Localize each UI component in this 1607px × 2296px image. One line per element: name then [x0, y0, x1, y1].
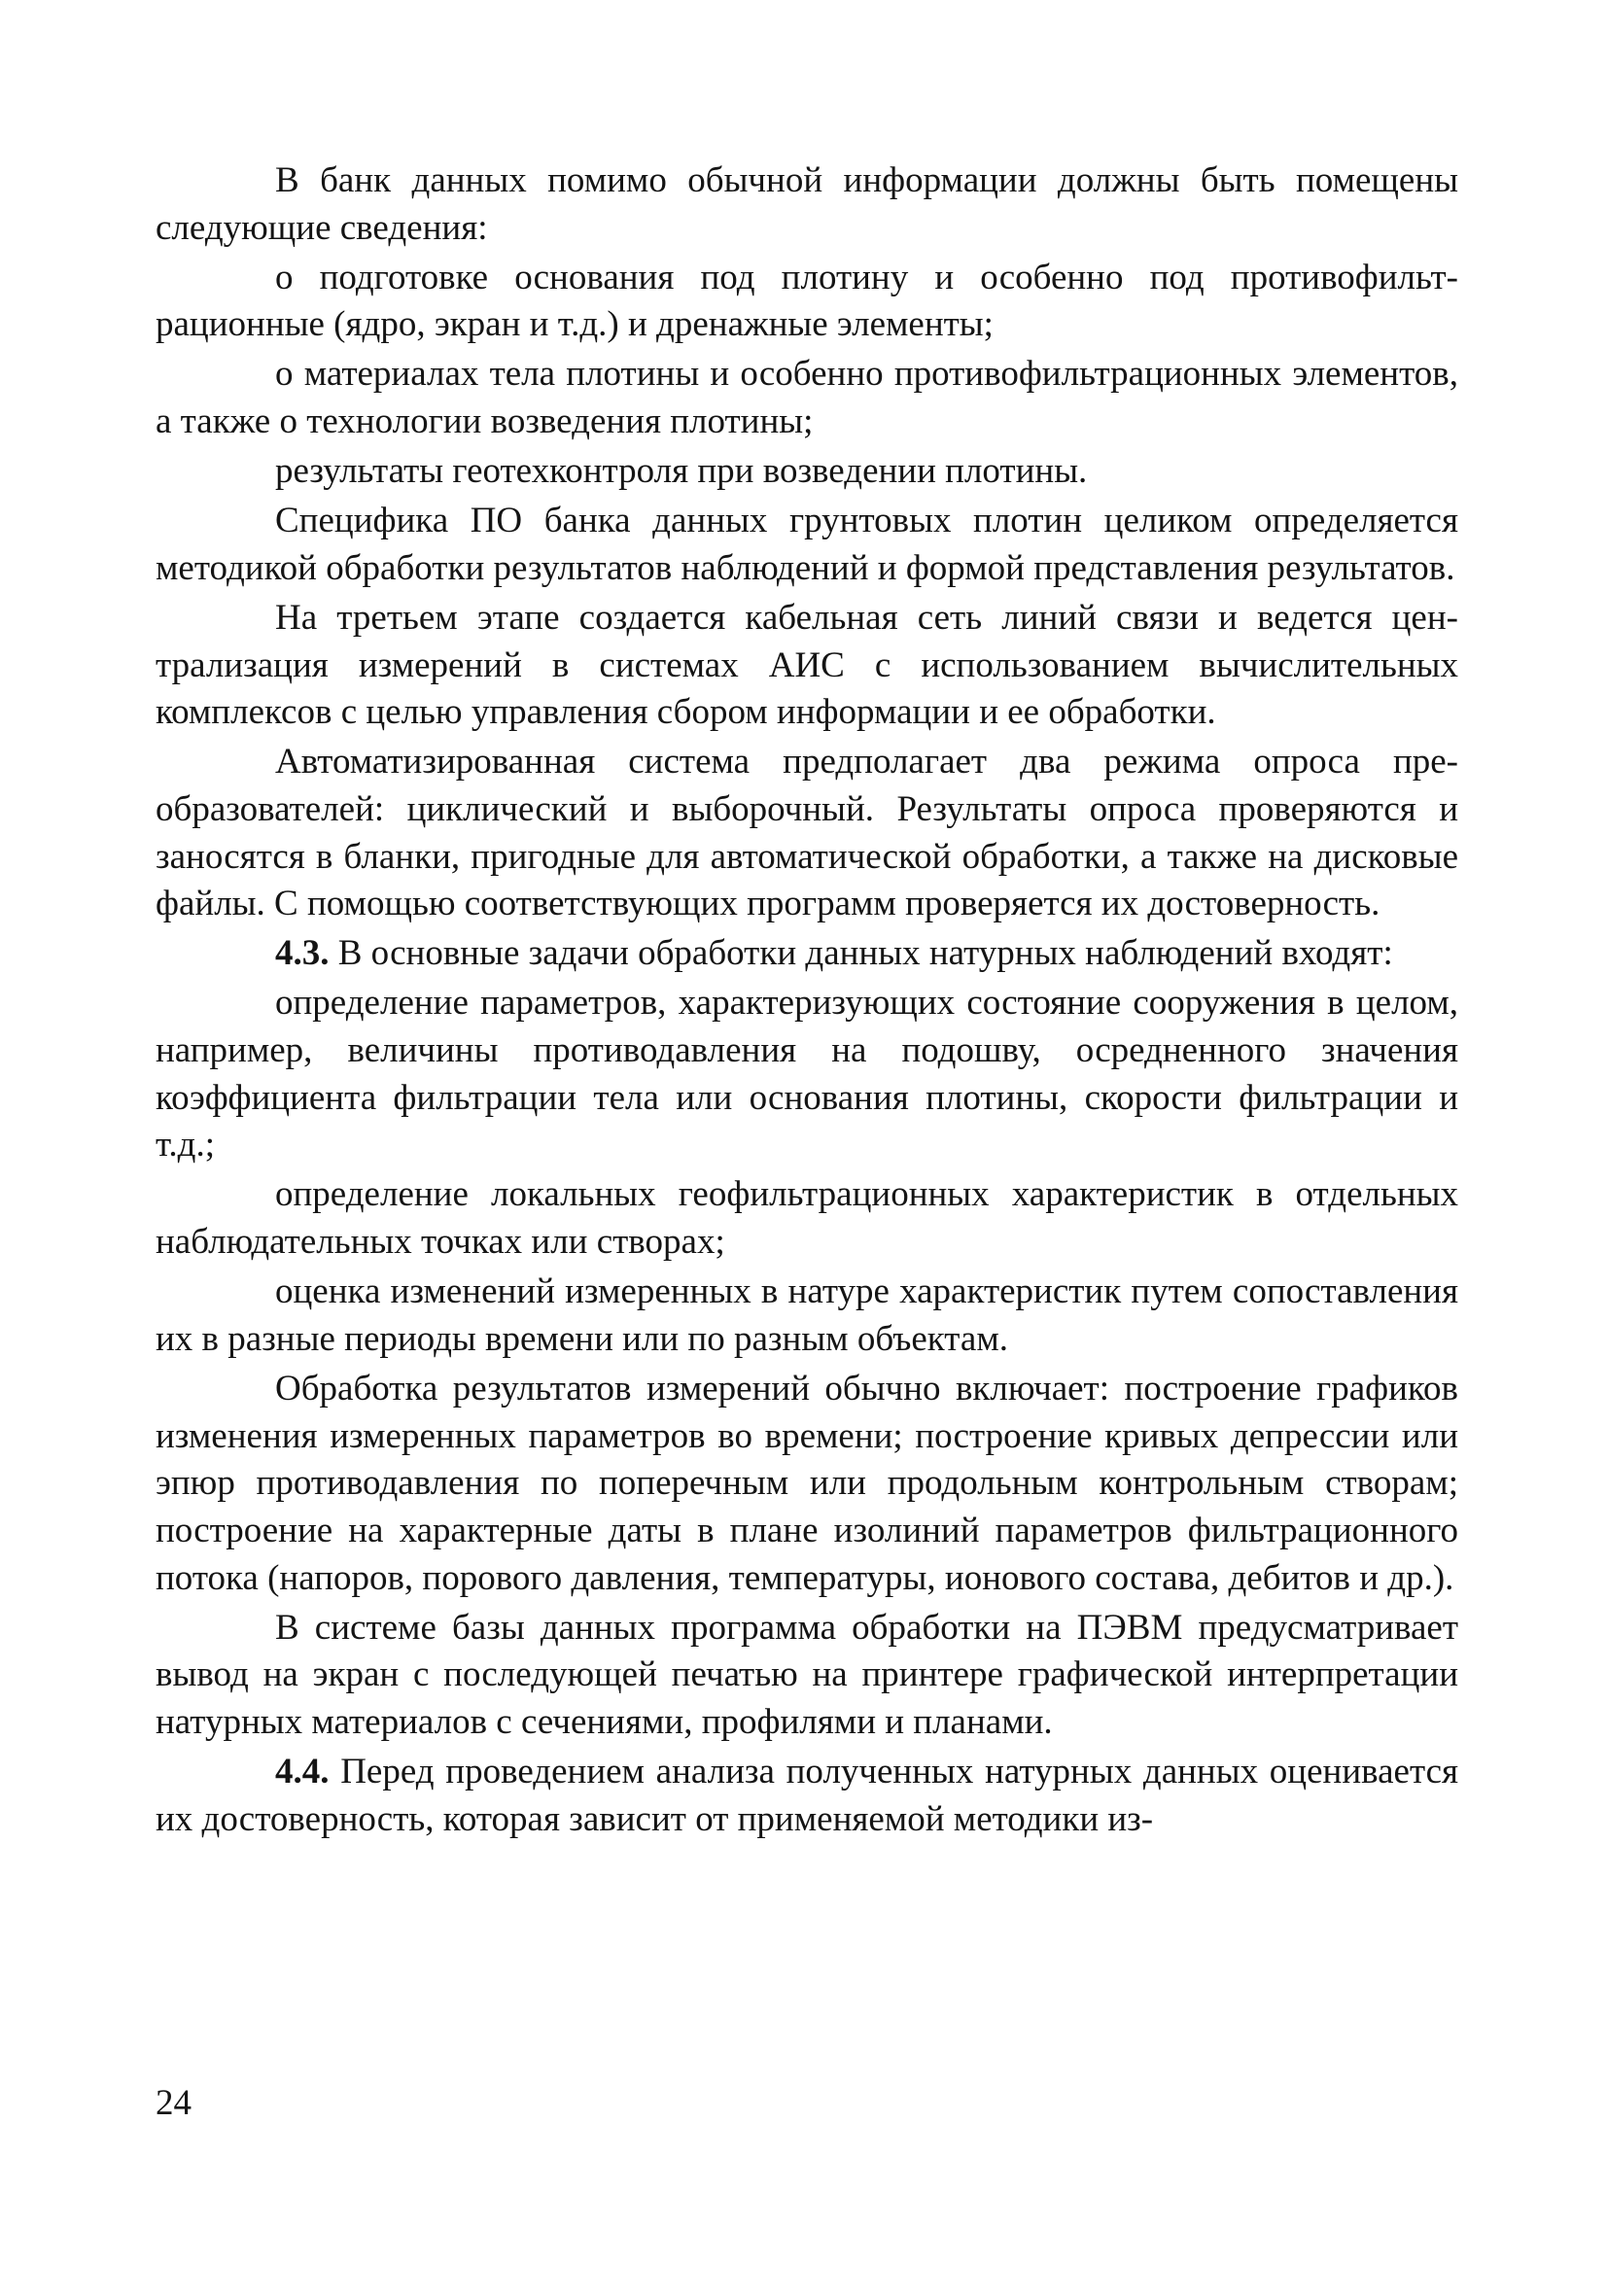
paragraph-9 — [156, 980, 1458, 1169]
paragraph-13 — [156, 1605, 1458, 1747]
paragraph-1 — [156, 157, 1458, 252]
paragraph-text: оценка изменений измеренных в натуре характеристик путем сопоставления их в разные периоды времени или по разным объектам. — [156, 1271, 1458, 1359]
paragraph-text: Перед проведением анализа полученных натурных данных оценивается их достоверность, которая зависит от применяемой методики из- — [156, 1752, 1459, 1839]
paragraph-10 — [156, 1171, 1458, 1266]
paragraph-11 — [156, 1269, 1458, 1363]
paragraph-text: результаты геотехконтроля при возведении плотины. — [275, 451, 1088, 492]
page-body — [156, 157, 1458, 1843]
paragraph-6 — [156, 595, 1458, 737]
section-number-4-4: 4.4. — [275, 1752, 330, 1792]
paragraph-4 — [156, 448, 1458, 496]
paragraph-text: Автоматизированная система предполагает два режима опроса преобразователей: циклический и выборочный. Результаты опроса проверяются и заносятся в бланки, пригодные для автоматической обработки, а также на дисковые файлы. С помощью соответствующих программ проверяется их достоверность. — [156, 742, 1458, 924]
paragraph-text: Обработка результатов измерений обычно включает: построение графиков изменения измеренных параметров во времени; построение кривых депрессии или эпюр противодавления по поперечным или продольным контрольным створам; построение на характерные даты в плане изолиний параметров фильтрационного потока (напоров, порового давления, температуры, ионового состава, дебитов и др.). — [156, 1368, 1458, 1598]
section-4-3-paragraph — [156, 930, 1458, 978]
paragraph-text: На третьем этапе создается кабельная сеть линий связи и ведется централизация измерений в системах АИС с использованием вычислительных комплексов с целью управления сбором информации и ее обработки. — [156, 597, 1458, 733]
paragraph-3 — [156, 351, 1458, 445]
paragraph-text: о подготовке основания под плотину и особенно под противофильтрационные (ядро, экран и т.д.) и дренажные элементы; — [156, 257, 1458, 345]
paragraph-5 — [156, 498, 1458, 592]
section-4-4-paragraph — [156, 1749, 1458, 1843]
paragraph-text: В банк данных помимо обычной информации должны быть помещены следующие сведения: — [156, 160, 1458, 248]
paragraph-text: В основные задачи обработки данных натурных наблюдений входят: — [337, 933, 1393, 974]
paragraph-text: определение параметров, характеризующих состояние сооружения в целом, например, величины противодавления на подошву, осредненного значения коэффициента фильтрации тела или основания плотины, скорости фильтрации и т.д.; — [156, 983, 1458, 1165]
paragraph-text: В системе базы данных программа обработки на ПЭВМ предусматривает вывод на экран с последующей печатью на принтере графической интерпретации натурных материалов с сечениями, профилями и планами. — [156, 1607, 1458, 1743]
paragraph-7 — [156, 739, 1458, 928]
paragraph-text: Специфика ПО банка данных грунтовых плотин целиком определяется методикой обработки результатов наблюдений и формой представления результатов. — [156, 501, 1458, 588]
paragraph-2 — [156, 255, 1458, 349]
paragraph-12 — [156, 1366, 1458, 1603]
page-number: 24 — [156, 2083, 192, 2123]
paragraph-text: о материалах тела плотины и особенно противофильтрационных элементов, а также о технологии возведения плотины; — [156, 354, 1458, 442]
section-number-4-3: 4.3. — [275, 933, 330, 974]
paragraph-text: определение локальных геофильтрационных характеристик в отдельных наблюдательных точках или створах; — [156, 1174, 1458, 1263]
